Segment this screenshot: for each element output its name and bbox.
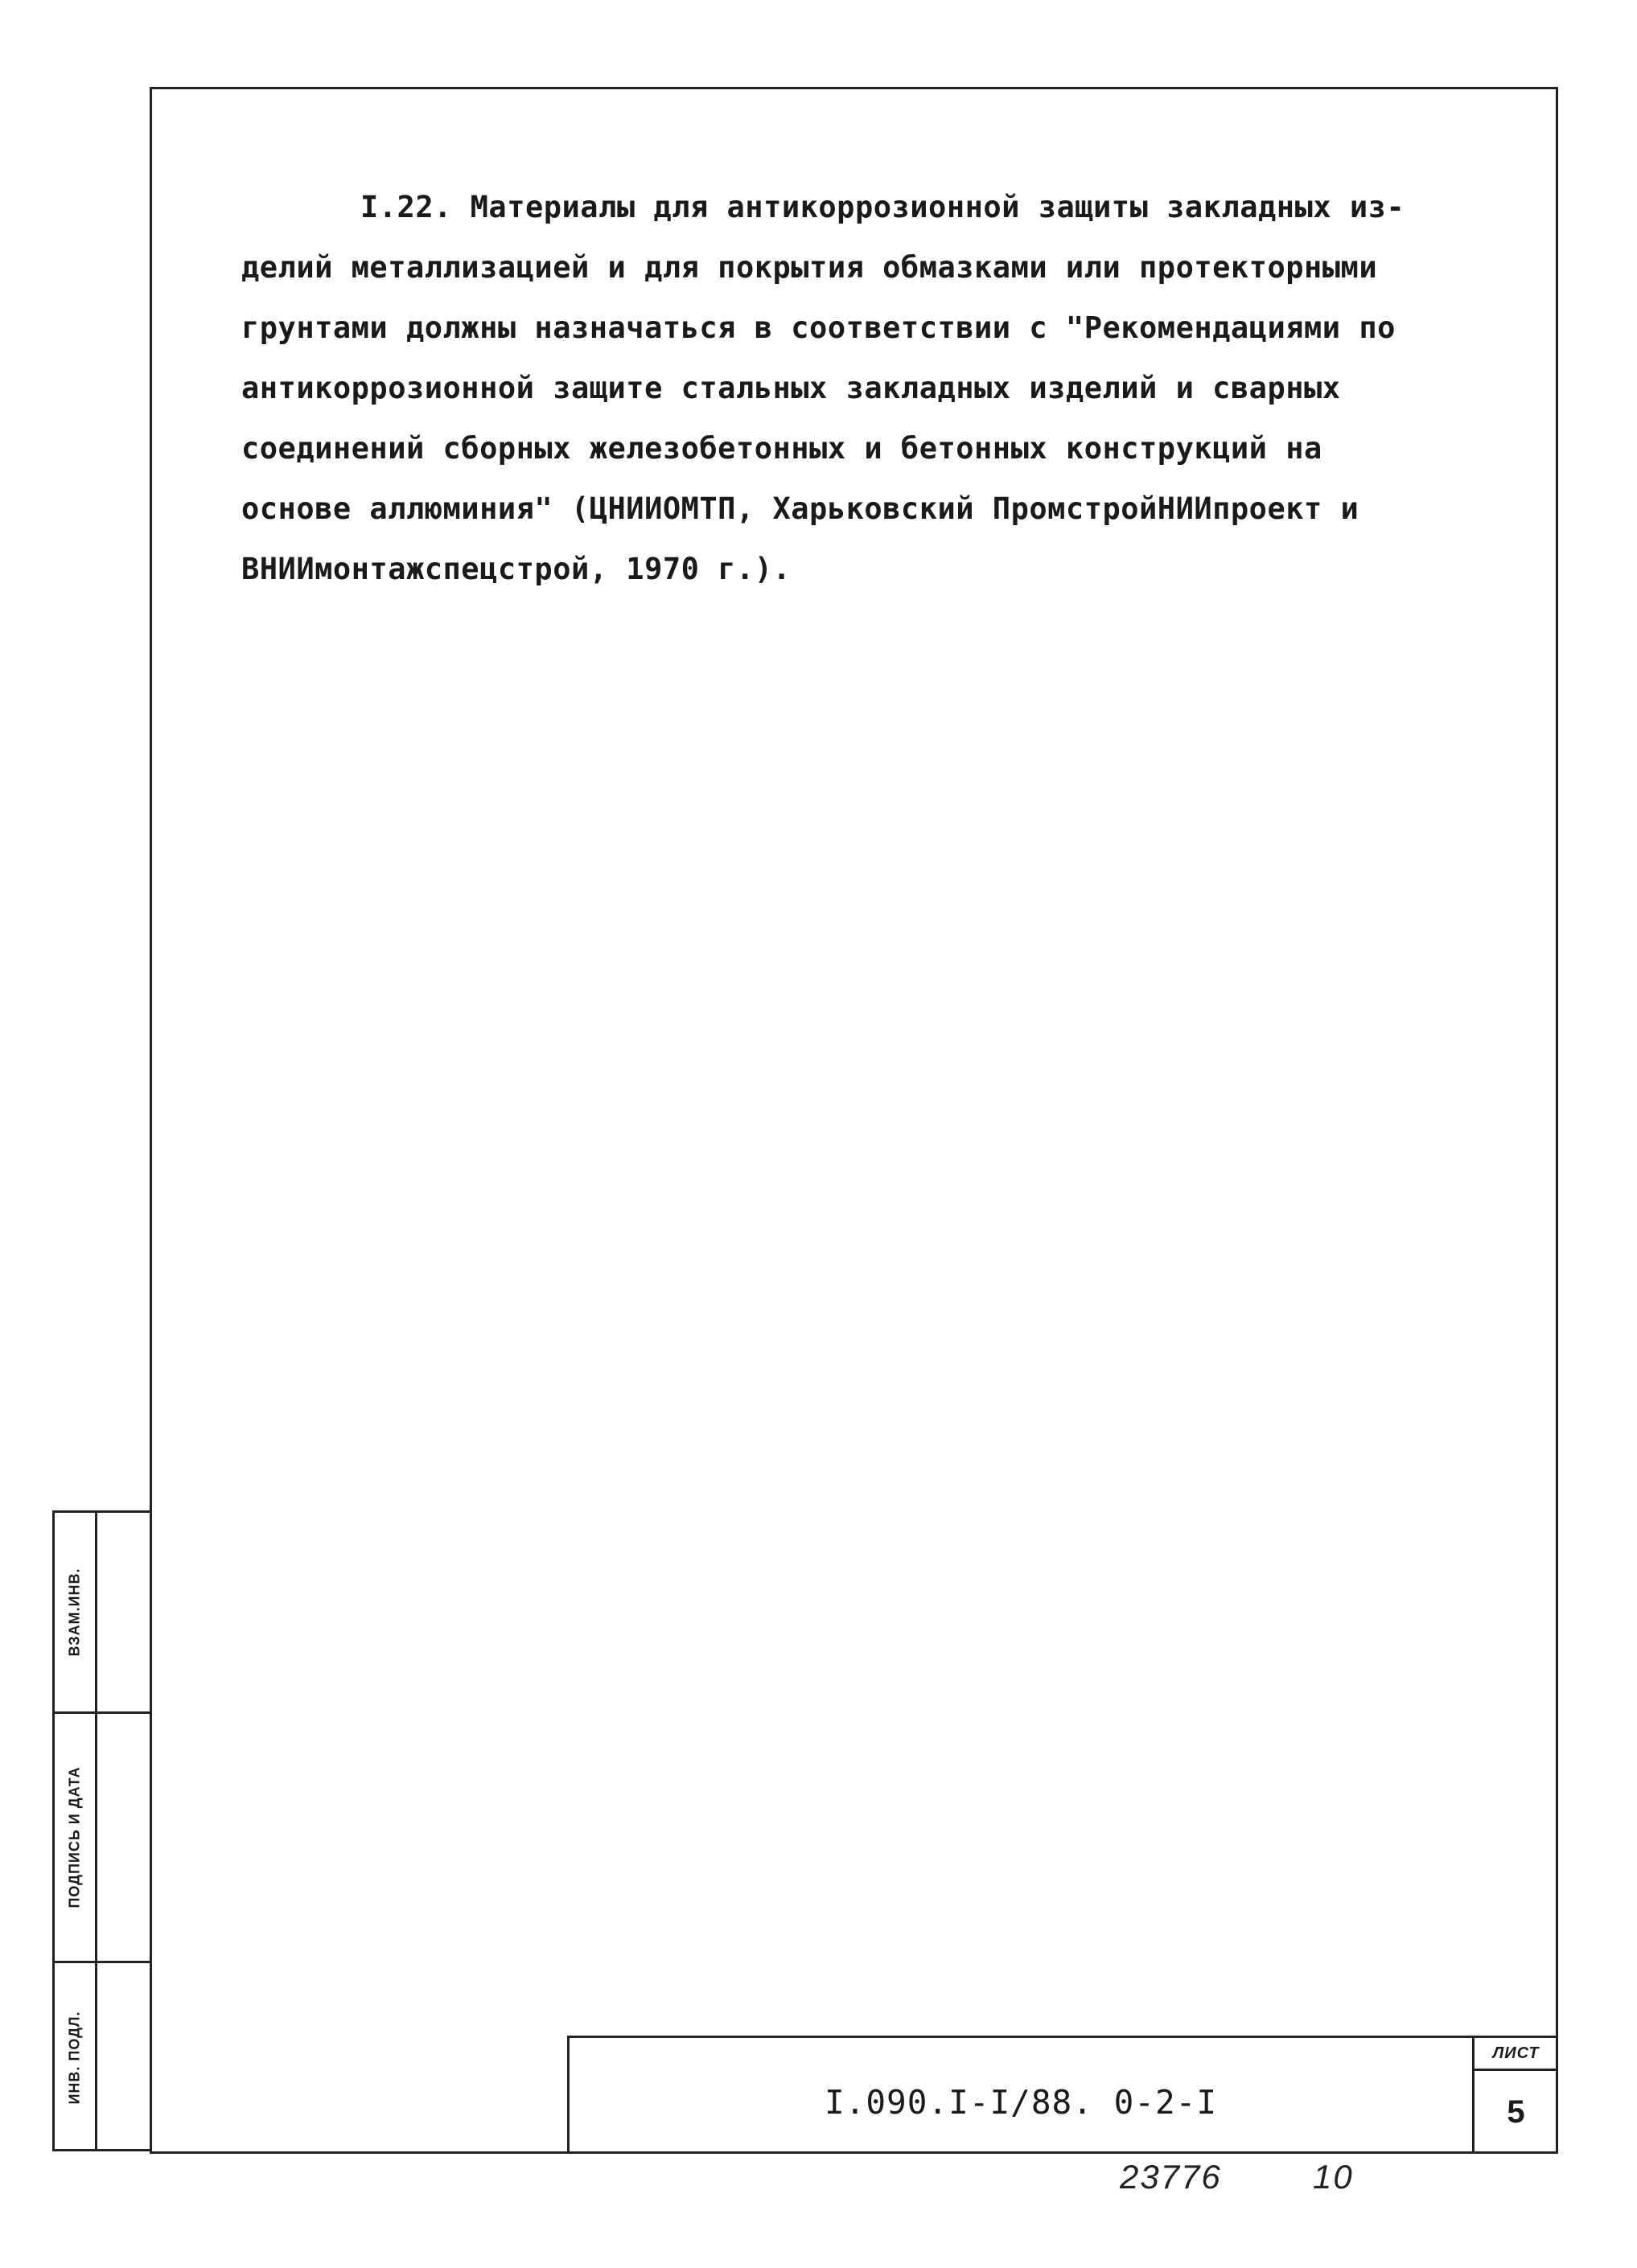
margin-cell-original-inventory xyxy=(57,1963,93,2151)
margin-label-signature-date: ПОДПИСЬ И ДАТА xyxy=(66,1766,83,1908)
margin-label-original-inventory: ИНВ. ПОДЛ. xyxy=(66,2010,83,2105)
handwritten-number: 23776 xyxy=(1120,2158,1222,2196)
document-designation: I.090.I-I/88. 0-2-I xyxy=(570,2038,1475,2153)
frame-right-line xyxy=(1556,87,1558,2153)
paragraph-line: ВНИИмонтажспецстрой, 1970 г.). xyxy=(241,552,792,586)
margin-column-divider xyxy=(95,1513,97,2149)
frame-top-line xyxy=(150,87,1557,89)
paragraph-line: делий металлизацией и для покрытия обмазками или протекторными xyxy=(241,250,1378,285)
paragraph-line: грунтами должны назначаться в соответствии с "Рекомендациями по xyxy=(241,310,1396,345)
paragraph-1-22 xyxy=(241,177,1528,599)
handwritten-number: 10 xyxy=(1313,2158,1354,2196)
sheet-label: ЛИСТ xyxy=(1492,2044,1540,2062)
title-block xyxy=(567,2036,1557,2153)
sheet-number: 5 xyxy=(1475,2069,1557,2153)
paragraph-line: основе аллюминия" (ЦНИИОМТП, Харьковский ПромстройНИИпроект и xyxy=(241,491,1359,526)
paragraph-line: соединений сборных железобетонных и бетонных конструкций на xyxy=(241,431,1322,466)
frame-left-line xyxy=(150,87,152,2153)
paragraph-line: I.22. Материалы для антикоррозионной защиты закладных из- xyxy=(360,190,1405,224)
paragraph-line: антикоррозионной защите стальных закладных изделий и сварных xyxy=(241,371,1341,405)
margin-label-interchange-inventory: ВЗАМ.ИНВ. xyxy=(66,1567,83,1657)
binding-margin-table xyxy=(52,1510,150,2151)
margin-cell-interchange-inventory xyxy=(57,1513,93,1711)
margin-cell-signature-date xyxy=(57,1714,93,1961)
